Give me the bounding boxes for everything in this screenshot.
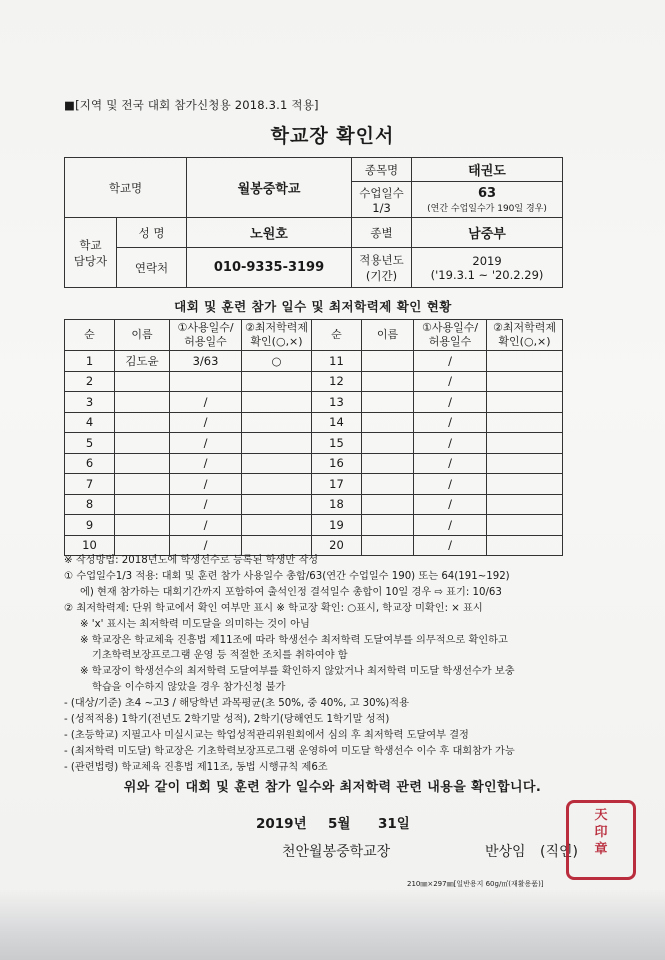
col-no: 순 <box>65 320 115 351</box>
row-name <box>115 371 170 392</box>
row-no: 9 <box>65 515 115 536</box>
row-min-check-right <box>487 433 563 454</box>
notes-section <box>64 553 604 776</box>
row-no-right: 18 <box>312 494 362 515</box>
note-line: - (성적적용) 1학기(전년도 2학기말 성적), 2학기(당해연도 1학기말 성적) <box>64 714 390 726</box>
row-days: / <box>170 515 242 536</box>
row-no-right: 11 <box>312 351 362 372</box>
row-no: 3 <box>65 392 115 413</box>
year-value: 2019 ('19.3.1 ~ '20.2.29) <box>412 248 563 288</box>
manager-label: 학교 담당자 <box>65 218 117 288</box>
row-min-check <box>242 515 312 536</box>
note-line: 에) 현재 참가하는 대회기간까지 포함하여 출석인정 결석일수 총합이 10일 경우 ⇨ 표기: 10/63 <box>80 586 502 598</box>
note-line: - (관련법령) 학교체육 진흥법 제11조, 동법 시행규칙 제6조 <box>64 761 328 773</box>
col-name: 이름 <box>115 320 170 351</box>
row-no: 5 <box>65 433 115 454</box>
row-min-check-right <box>487 392 563 413</box>
row-min-check <box>242 371 312 392</box>
row-days-right: / <box>414 453 487 474</box>
row-no: 1 <box>65 351 115 372</box>
row-min-check-right <box>487 412 563 433</box>
row-days-right: / <box>414 371 487 392</box>
row-min-check <box>242 433 312 454</box>
event-value: 태권도 <box>412 158 563 182</box>
col-no-right: 순 <box>312 320 362 351</box>
col-days: ①사용일수/ 허용일수 <box>170 320 242 351</box>
note-line: 학습을 이수하지 않았을 경우 참가신청 불가 <box>92 682 286 694</box>
school-value: 월봉중학교 <box>187 158 352 218</box>
row-name-right <box>362 412 414 433</box>
row-min-check: ○ <box>242 351 312 372</box>
row-name-right <box>362 453 414 474</box>
year-label: 적용년도 (기간) <box>352 248 412 288</box>
row-name-right <box>362 351 414 372</box>
row-no-right: 17 <box>312 474 362 495</box>
row-name <box>115 392 170 413</box>
category-value: 남중부 <box>412 218 563 248</box>
date-day: 31일 <box>378 816 410 832</box>
table-header-row <box>65 320 563 351</box>
row-name <box>115 433 170 454</box>
class-days-label: 수업일수 1/3 <box>352 182 412 218</box>
date-month: 5월 <box>328 816 351 832</box>
table-row <box>65 453 563 474</box>
row-name <box>115 453 170 474</box>
row-days: / <box>170 392 242 413</box>
row-min-check-right <box>487 515 563 536</box>
row-days-right: / <box>414 515 487 536</box>
school-label: 학교명 <box>65 158 187 218</box>
contact-value: 010-9335-3199 <box>187 248 352 288</box>
row-days: / <box>170 453 242 474</box>
row-name-right <box>362 433 414 454</box>
row-min-check-right <box>487 371 563 392</box>
contact-label: 연락처 <box>117 248 187 288</box>
row-no: 7 <box>65 474 115 495</box>
page-bottom-shadow <box>0 890 665 960</box>
row-days-right: / <box>414 494 487 515</box>
principal-school: 천안월봉중학교장 <box>282 844 391 860</box>
note-line: ② 최저학력제: 단위 학교에서 확인 여부만 표시 ※ 학교장 확인: ○표시, 학교장 미확인: × 표시 <box>64 602 483 614</box>
school-info-table <box>64 157 563 288</box>
row-no-right: 19 <box>312 515 362 536</box>
principal-name: 반상임 <box>485 844 526 860</box>
row-name-right <box>362 371 414 392</box>
note-line: ① 수업일수1/3 적용: 대회 및 훈련 참가 사용일수 총합/63(연간 수업일수 190) 또는 64(191~192) <box>64 570 510 582</box>
table-row <box>65 433 563 454</box>
col-days-right: ①사용일수/ 허용일수 <box>414 320 487 351</box>
row-name-right <box>362 392 414 413</box>
col-name-right: 이름 <box>362 320 414 351</box>
event-label: 종목명 <box>352 158 412 182</box>
row-name <box>115 494 170 515</box>
row-name-right <box>362 494 414 515</box>
row-no: 2 <box>65 371 115 392</box>
paper-spec: 210㎜×297㎜[일반용지 60g/㎡(재활용품)] <box>407 880 544 888</box>
row-name: 김도윤 <box>115 351 170 372</box>
row-days: 3/63 <box>170 351 242 372</box>
note-line: ※ 학교장이 학생선수의 최저학력 도달여부를 확인하지 않았거나 최저학력 미도달 학생선수가 보충 <box>80 666 515 678</box>
row-days-right: / <box>414 392 487 413</box>
row-days: / <box>170 494 242 515</box>
row-days: / <box>170 433 242 454</box>
class-days-value: 63 (연간 수업일수가 190일 경우) <box>412 182 563 218</box>
row-no: 10 <box>65 535 115 556</box>
table-row <box>65 371 563 392</box>
row-min-check-right <box>487 474 563 495</box>
table-row <box>65 515 563 536</box>
row-no-right: 12 <box>312 371 362 392</box>
row-no-right: 16 <box>312 453 362 474</box>
category-label: 종별 <box>352 218 412 248</box>
row-name <box>115 474 170 495</box>
name-value: 노원호 <box>187 218 352 248</box>
table-row <box>65 392 563 413</box>
participation-table <box>64 319 563 556</box>
row-min-check <box>242 494 312 515</box>
note-line: ※ 'x' 표시는 최저학력 미도달을 의미하는 것이 아님 <box>80 618 310 630</box>
table-row <box>65 494 563 515</box>
note-line: - (초등학교) 지필고사 미실시교는 학업성적관리위원회에서 심의 후 최저학력 도달여부 결정 <box>64 729 469 741</box>
note-line: ※ 학교장은 학교체육 진흥법 제11조에 따라 학생선수 최저학력 도달여부를 의무적으로 확인하고 <box>80 634 508 646</box>
seal-suffix: (직인) <box>540 844 578 860</box>
confirmation-statement: 위와 같이 대회 및 훈련 참가 일수와 최저학력 관련 내용을 확인합니다. <box>123 780 542 795</box>
row-days: / <box>170 412 242 433</box>
row-min-check <box>242 392 312 413</box>
row-days-right: / <box>414 433 487 454</box>
row-days-right: / <box>414 412 487 433</box>
document-title: 학교장 확인서 <box>270 125 395 147</box>
col-min: ②최저학력제 확인(○,×) <box>242 320 312 351</box>
note-line: ※ 작성방법: 2018년도에 학생선수로 등록된 학생만 작성 <box>64 555 319 566</box>
table-row <box>65 351 563 372</box>
row-name-right <box>362 515 414 536</box>
table-row <box>65 474 563 495</box>
col-min-right: ②최저학력제 확인(○,×) <box>487 320 563 351</box>
row-name <box>115 412 170 433</box>
row-no: 8 <box>65 494 115 515</box>
row-min-check <box>242 474 312 495</box>
row-no-right: 13 <box>312 392 362 413</box>
row-min-check-right <box>487 351 563 372</box>
row-min-check <box>242 412 312 433</box>
row-no-right: 15 <box>312 433 362 454</box>
row-no: 6 <box>65 453 115 474</box>
section-title: 대회 및 훈련 참가 일수 및 최저학력제 확인 현황 <box>174 299 452 314</box>
row-no-right: 20 <box>312 535 362 556</box>
row-days: / <box>170 474 242 495</box>
row-days: / <box>170 535 242 556</box>
row-no-right: 14 <box>312 412 362 433</box>
row-days <box>170 371 242 392</box>
note-line: - (대상/기준) 초4 ~고3 / 해당학년 과목평균(초 50%, 중 40%, 고 30%)적용 <box>64 698 409 710</box>
row-days-right: / <box>414 474 487 495</box>
note-line: - (최저학력 미도달) 학교장은 기초학력보장프로그램 운영하여 미도달 학생선수 이수 후 대회참가 가능 <box>64 745 515 757</box>
row-min-check <box>242 453 312 474</box>
official-seal-icon: 天 印 章 <box>566 800 636 880</box>
row-days-right: / <box>414 351 487 372</box>
date-year: 2019년 <box>256 816 307 832</box>
row-no: 4 <box>65 412 115 433</box>
row-min-check-right <box>487 453 563 474</box>
row-days-right: / <box>414 535 487 556</box>
form-header-note: ■[지역 및 전국 대회 참가신청용 2018.3.1 적용] <box>64 98 319 112</box>
row-min-check-right <box>487 494 563 515</box>
table-row <box>65 412 563 433</box>
row-name-right <box>362 474 414 495</box>
row-name <box>115 515 170 536</box>
name-label: 성 명 <box>117 218 187 248</box>
note-line: 기초학력보장프로그램 운영 등 적절한 조치를 취하여야 함 <box>92 650 348 662</box>
